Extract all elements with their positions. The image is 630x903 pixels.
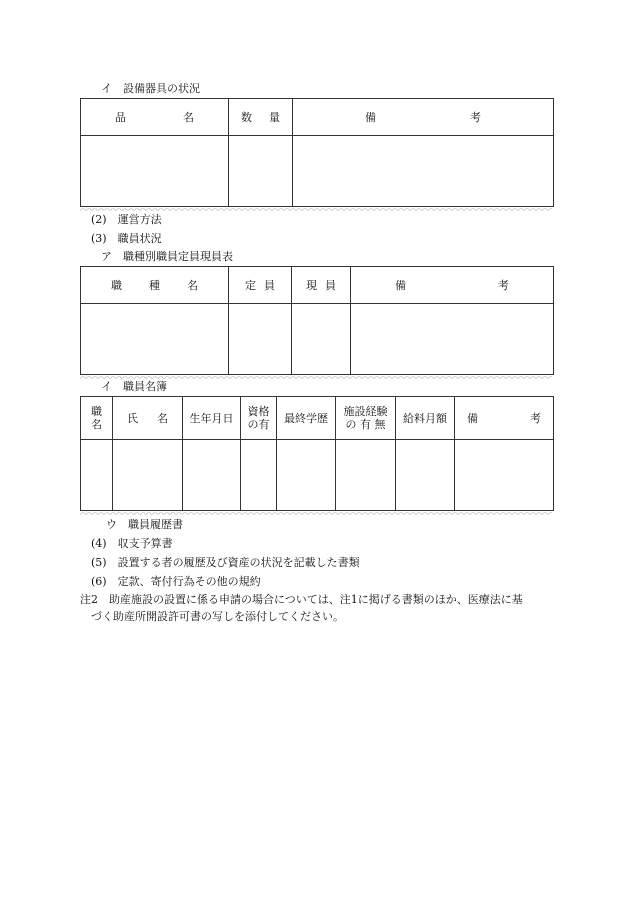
cell-empty [277, 440, 336, 511]
section-staff-table-title: ア 職種別職員定員現員表 [101, 250, 233, 263]
note-2-line-2: づく助産所開設許可書の写しを添付してください。 [91, 610, 344, 623]
item-5-history: (5) 設置する者の履歴及び資産の状況を記載した書類 [91, 556, 360, 569]
header-remarks: 備 考 [351, 267, 554, 304]
cell-empty [396, 440, 455, 511]
cell-empty [183, 440, 241, 511]
cell-empty [229, 304, 292, 375]
header-remarks: 備 考 [455, 397, 554, 440]
equipment-table [80, 98, 554, 207]
section-resume-title: ウ 職員履歴書 [106, 518, 183, 531]
cell-empty [336, 440, 396, 511]
cell-empty [81, 440, 113, 511]
staff-roster-table [80, 396, 554, 511]
cell-empty [81, 136, 229, 207]
header-salary: 給料月額 [396, 397, 455, 440]
table-cut-line [80, 205, 552, 211]
header-quantity: 数 量 [229, 99, 293, 136]
cell-empty [113, 440, 183, 511]
header-item-name: 品 名 [81, 99, 229, 136]
section-roster-title: イ 職員名簿 [101, 380, 167, 393]
header-birthdate: 生年月日 [183, 397, 241, 440]
cell-empty [229, 136, 293, 207]
header-job-type: 職 種 名 [81, 267, 229, 304]
header-full-name: 氏 名 [113, 397, 183, 440]
header-remarks: 備 考 [293, 99, 554, 136]
header-position: 職 名 [81, 397, 113, 440]
table-cut-line [80, 373, 552, 379]
header-education: 最終学歴 [277, 397, 336, 440]
cell-empty [292, 304, 351, 375]
note-2-line-1: 注2 助産施設の設置に係る申請の場合については、注1に掲げる書類のほか、医療法に基 [80, 593, 523, 606]
item-3-staff: (3) 職員状況 [91, 232, 162, 245]
cell-empty [455, 440, 554, 511]
header-current: 現 員 [292, 267, 351, 304]
section-equipment-title: イ 設備器具の状況 [101, 82, 200, 95]
staff-quota-table [80, 266, 554, 375]
header-experience: 施設経験 の 有 無 [336, 397, 396, 440]
cell-empty [351, 304, 554, 375]
item-2-operation: (2) 運営方法 [91, 213, 162, 226]
cell-empty [81, 304, 229, 375]
header-capacity: 定 員 [229, 267, 292, 304]
cell-empty [241, 440, 277, 511]
item-4-budget: (4) 収支予算書 [91, 537, 173, 550]
table-cut-line [80, 509, 552, 515]
cell-empty [293, 136, 554, 207]
header-qualification: 資格 の有 [241, 397, 277, 440]
item-6-articles: (6) 定款、寄付行為その他の規約 [91, 575, 261, 588]
